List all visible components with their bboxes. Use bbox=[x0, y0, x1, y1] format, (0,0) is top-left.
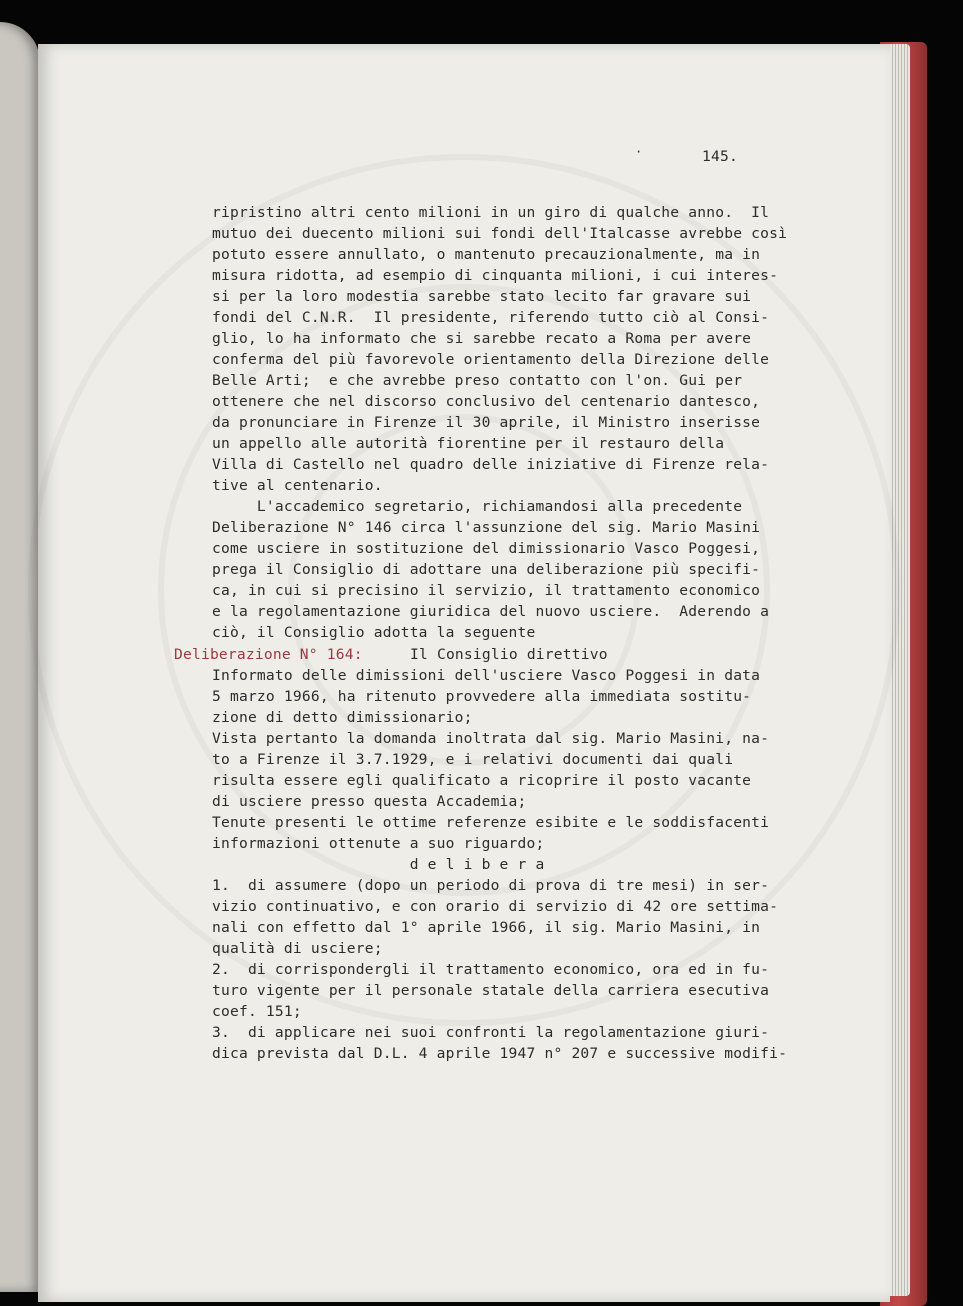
deliberation-line: 3. di applicare nei suoi confronti la regolamentazione giuri- bbox=[212, 1024, 770, 1041]
body-line: L'accademico segretario, richiamandosi alla precedente bbox=[212, 498, 743, 515]
body-line: ca, in cui si precisino il servizio, il trattamento economico bbox=[212, 582, 761, 599]
deliberation-line: nali con effetto dal 1° aprile 1966, il sig. Mario Masini, in bbox=[212, 919, 761, 936]
deliberation-line: Informato delle dimissioni dell'usciere Vasco Poggesi in data bbox=[212, 667, 761, 684]
deliberation-line: di usciere presso questa Accademia; bbox=[212, 793, 527, 810]
body-line: tive al centenario. bbox=[212, 477, 383, 494]
body-line: da pronunciare in Firenze il 30 aprile, il Ministro inserisse bbox=[212, 414, 761, 431]
body-line: Villa di Castello nel quadro delle iniziative di Firenze rela- bbox=[212, 456, 770, 473]
margin-dot: · bbox=[635, 145, 643, 159]
body-line: prega il Consiglio di adottare una deliberazione più specifi- bbox=[212, 561, 761, 578]
delibera-heading: d e l i b e r a bbox=[212, 856, 545, 873]
deliberation-line: qualità di usciere; bbox=[212, 940, 383, 957]
deliberation-line: risulta essere egli qualificato a ricoprire il posto vacante bbox=[212, 772, 752, 789]
body-line: ripristino altri cento milioni in un giro di qualche anno. Il bbox=[212, 204, 770, 221]
body-line: fondi del C.N.R. Il presidente, riferendo tutto ciò al Consi- bbox=[212, 309, 770, 326]
typewritten-text bbox=[38, 44, 890, 1302]
deliberation-line: 2. di corrispondergli il trattamento economico, ora ed in fu- bbox=[212, 961, 770, 978]
deliberation-heading: Il Consiglio direttivo bbox=[410, 646, 608, 663]
body-line: Belle Arti; e che avrebbe preso contatto con l'on. Gui per bbox=[212, 372, 743, 389]
document-page bbox=[38, 44, 890, 1302]
body-line: misura ridotta, ad esempio di cinquanta milioni, i cui interes- bbox=[212, 267, 779, 284]
deliberation-line: 1. di assumere (dopo un periodo di prova di tre mesi) in ser- bbox=[212, 877, 770, 894]
deliberation-line: dica prevista dal D.L. 4 aprile 1947 n° 207 e successive modifi- bbox=[212, 1045, 788, 1062]
deliberation-line: vizio continuativo, e con orario di servizio di 42 ore settima- bbox=[212, 898, 779, 915]
body-line: ottenere che nel discorso conclusivo del centenario dantesco, bbox=[212, 393, 761, 410]
page-number: 145. bbox=[702, 148, 738, 165]
body-line: glio, lo ha informato che si sarebbe recato a Roma per avere bbox=[212, 330, 752, 347]
deliberation-line: 5 marzo 1966, ha ritenuto provvedere alla immediata sostitu- bbox=[212, 688, 752, 705]
body-line: conferma del più favorevole orientamento della Direzione delle bbox=[212, 351, 770, 368]
deliberation-line: coef. 151; bbox=[212, 1003, 302, 1020]
deliberation-label: Deliberazione N° 164: bbox=[174, 646, 363, 663]
body-line: potuto essere annullato, o mantenuto precauzionalmente, ma in bbox=[212, 246, 761, 263]
body-line: come usciere in sostituzione del dimissionario Vasco Poggesi, bbox=[212, 540, 761, 557]
deliberation-line: turo vigente per il personale statale della carriera esecutiva bbox=[212, 982, 770, 999]
deliberation-line: zione di detto dimissionario; bbox=[212, 709, 473, 726]
deliberation-line: informazioni ottenute a suo riguardo; bbox=[212, 835, 545, 852]
body-line: e la regolamentazione giuridica del nuovo usciere. Aderendo a bbox=[212, 603, 770, 620]
body-line: si per la loro modestia sarebbe stato lecito far gravare sui bbox=[212, 288, 752, 305]
deliberation-line: Vista pertanto la domanda inoltrata dal sig. Mario Masini, na- bbox=[212, 730, 770, 747]
body-line: Deliberazione N° 146 circa l'assunzione del sig. Mario Masini bbox=[212, 519, 761, 536]
body-line: un appello alle autorità fiorentine per il restauro della bbox=[212, 435, 725, 452]
facing-page-edge bbox=[0, 22, 40, 1292]
deliberation-line: to a Firenze il 3.7.1929, e i relativi documenti dai quali bbox=[212, 751, 734, 768]
body-line: ciò, il Consiglio adotta la seguente bbox=[212, 624, 536, 641]
deliberation-line: Tenute presenti le ottime referenze esibite e le soddisfacenti bbox=[212, 814, 770, 831]
body-line: mutuo dei duecento milioni sui fondi dell'Italcasse avrebbe così bbox=[212, 225, 788, 242]
